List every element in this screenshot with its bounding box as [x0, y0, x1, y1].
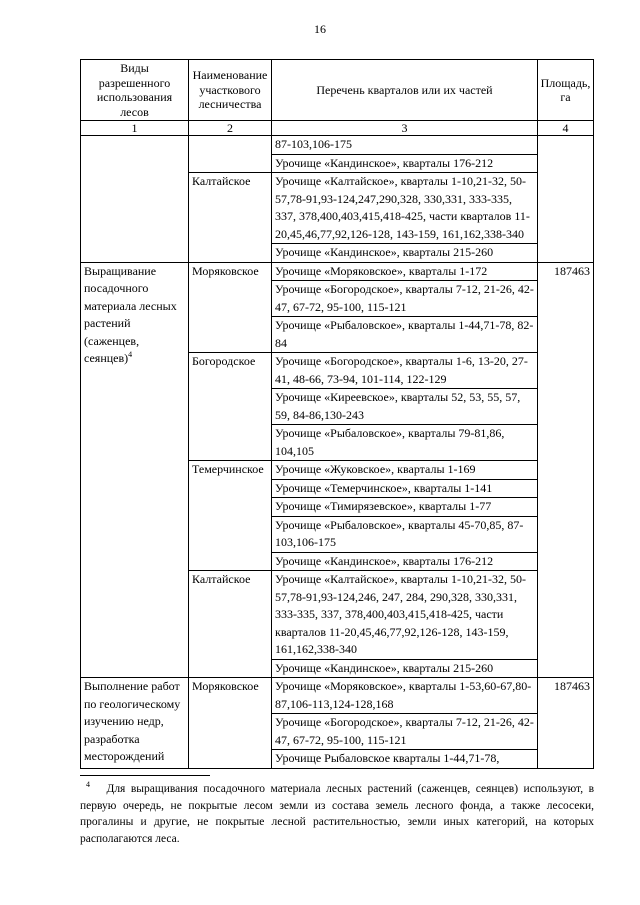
column-number: 1 — [81, 121, 189, 136]
quarters-cell: Урочище «Моряковское», кварталы 1-53,60-67,80-87,106-113,124-128,168 — [272, 678, 538, 714]
forestry-cell: Калтайское — [189, 571, 272, 678]
quarters-cell: Урочище «Богородское», кварталы 1-6, 13-20, 27-41, 48-66, 73-94, 101-114, 122-129 — [272, 353, 538, 389]
table-row — [81, 262, 594, 281]
forestry-cell: Богородское — [189, 353, 272, 461]
area-cell — [538, 136, 594, 263]
column-number: 2 — [189, 121, 272, 136]
use-type-cell — [81, 136, 189, 263]
quarters-cell: Урочище «Рыбаловское», кварталы 1-44,71-78, 82-84 — [272, 317, 538, 353]
footnote-reference: 4 — [128, 350, 133, 359]
quarters-cell: Урочище «Жуковское», кварталы 1-169 — [272, 461, 538, 480]
quarters-cell: Урочище «Рыбаловское», кварталы 79-81,86, 104,105 — [272, 425, 538, 461]
forestry-cell: Моряковское — [189, 262, 272, 353]
use-type-cell: Выполнение работ по геологическому изучению недр, разработка месторождений — [81, 678, 189, 769]
forestry-cell: Темерчинское — [189, 461, 272, 571]
quarters-cell: 87-103,106-175 — [272, 136, 538, 155]
forest-use-table — [80, 59, 594, 769]
quarters-cell: Урочище «Моряковское», кварталы 1-172 — [272, 262, 538, 281]
footnote-divider — [80, 775, 210, 776]
quarters-cell: Урочище «Кандинское», кварталы 215-260 — [272, 244, 538, 263]
quarters-cell: Урочище «Калтайское», кварталы 1-10,21-32, 50-57,78-91,93-124,247,290,328, 330,331, 333-335, 337, 378,400,403,415,418-425, части кварталов 11-20,45,46,77,92,126-128, 143-159, 161,162,338-340 — [272, 173, 538, 244]
quarters-cell: Урочище «Тимирязевское», кварталы 1-77 — [272, 498, 538, 517]
page-number: 16 — [314, 22, 326, 36]
use-type-text: Выращивание посадочного материала лесных растений (саженцев, сеянцев) — [84, 263, 177, 365]
table-row — [81, 136, 594, 155]
column-number: 4 — [538, 121, 594, 136]
quarters-cell: Урочище «Рыбаловское», кварталы 45-70,85, 87-103,106-175 — [272, 516, 538, 552]
quarters-cell: Урочище «Кандинское», кварталы 176-212 — [272, 154, 538, 173]
quarters-cell: Урочище «Богородское», кварталы 7-12, 21-26, 42-47, 67-72, 95-100, 115-121 — [272, 714, 538, 750]
header-quarters-list: Перечень кварталов или их частей — [272, 60, 538, 121]
forestry-cell: Моряковское — [189, 678, 272, 769]
area-cell: 187463 — [538, 678, 594, 769]
quarters-cell: Урочище «Богородское», кварталы 7-12, 21-26, 42-47, 67-72, 95-100, 115-121 — [272, 281, 538, 317]
header-use-type: Виды разрешенного использования лесов — [81, 60, 189, 121]
footnote — [80, 781, 594, 847]
column-number-row — [81, 121, 594, 136]
forestry-cell — [189, 136, 272, 173]
quarters-cell: Урочище «Калтайское», кварталы 1-10,21-32, 50-57,78-91,93-124,246, 247, 284, 290,328, 330,331, 333-335, 337, 378,400,403,415,418-425, части кварталов 11-20,45,46,77,92,126-128, 143-159, 161,162,338-340 — [272, 571, 538, 660]
quarters-cell: Урочище «Темерчинское», кварталы 1-141 — [272, 479, 538, 498]
forestry-cell: Калтайское — [189, 173, 272, 263]
area-cell: 187463 — [538, 262, 594, 678]
table-row — [81, 678, 594, 714]
column-number: 3 — [272, 121, 538, 136]
header-forestry-name: Наименование участкового лесничества — [189, 60, 272, 121]
footnote-text: Для выращивания посадочного материала лесных растений (саженцев, сеянцев) используют, в первую очередь, не покрытые лесом земли из состава земель лесного фонда, а также лесосеки, прогалины и другие, не покрытые лесной растительностью, земли иных категорий, на которых располагаются леса. — [80, 783, 594, 845]
quarters-cell: Урочище Рыбаловское кварталы 1-44,71-78, — [272, 750, 538, 769]
header-area: Площадь, га — [538, 60, 594, 121]
footnote-mark: 4 — [86, 780, 90, 790]
header-row — [81, 60, 594, 121]
use-type-cell — [81, 262, 189, 678]
quarters-cell: Урочище «Кандинское», кварталы 176-212 — [272, 552, 538, 571]
quarters-cell: Урочище «Кандинское», кварталы 215-260 — [272, 659, 538, 678]
quarters-cell: Урочище «Киреевское», кварталы 52, 53, 55, 57, 59, 84-86,130-243 — [272, 389, 538, 425]
